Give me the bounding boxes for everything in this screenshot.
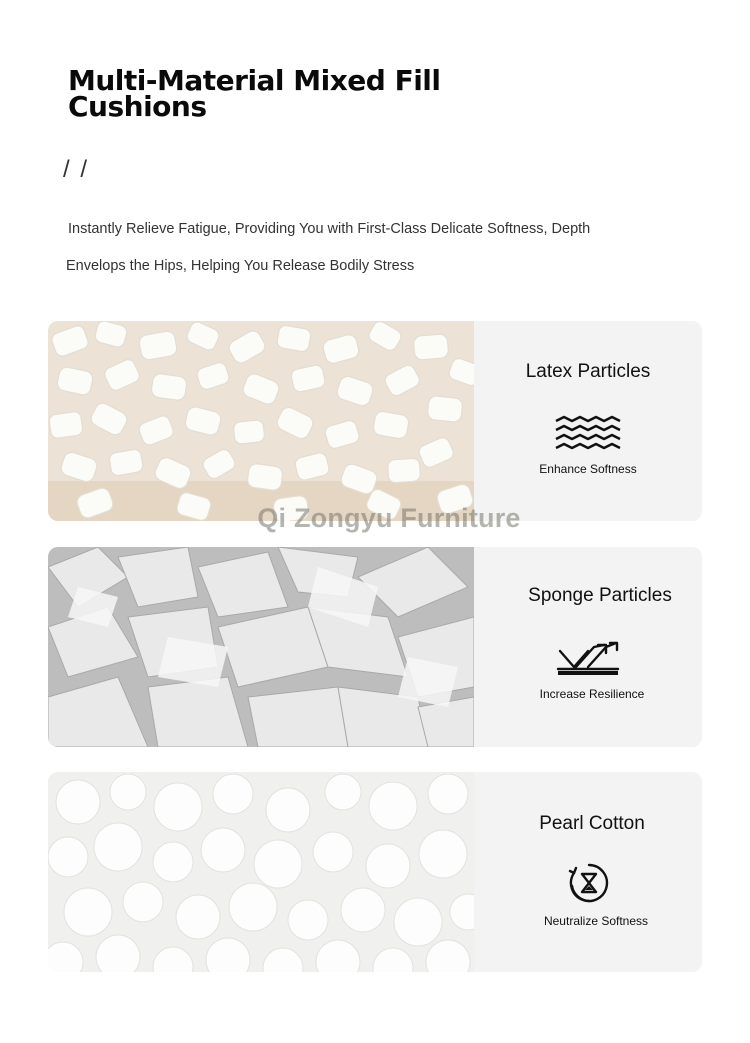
material-card-pearl-cotton (48, 772, 702, 972)
waves-icon (554, 415, 622, 455)
watermark: Qi Zongyu Furniture (257, 503, 521, 533)
pearl-cotton-photo (48, 772, 474, 972)
material-feature: Enhance Softness (539, 462, 637, 476)
description-line-2: Envelops the Hips, Helping You Release Bodily Stress (66, 258, 415, 274)
material-name: Sponge Particles (528, 585, 672, 606)
material-feature: Increase Resilience (539, 687, 645, 701)
material-feature: Neutralize Softness (543, 914, 649, 928)
divider-slashes: / / (63, 156, 90, 183)
description-line-1: Instantly Relieve Fatigue, Providing You with First-Class Delicate Softness, Depth (68, 221, 591, 237)
material-card-latex (48, 321, 702, 521)
latex-info-panel (474, 321, 702, 521)
page-title: Multi-Material Mixed Fill Cushions (68, 64, 441, 123)
material-name: Latex Particles (525, 361, 651, 382)
rebound-arrows-icon (554, 641, 622, 681)
latex-particles-photo (48, 321, 474, 521)
material-card-sponge (48, 547, 702, 747)
sponge-particles-photo (48, 547, 474, 747)
hourglass-cycle-icon (568, 862, 610, 904)
pearl-cotton-info-panel (474, 772, 702, 972)
sponge-info-panel (474, 547, 702, 747)
material-name: Pearl Cotton (539, 813, 645, 834)
